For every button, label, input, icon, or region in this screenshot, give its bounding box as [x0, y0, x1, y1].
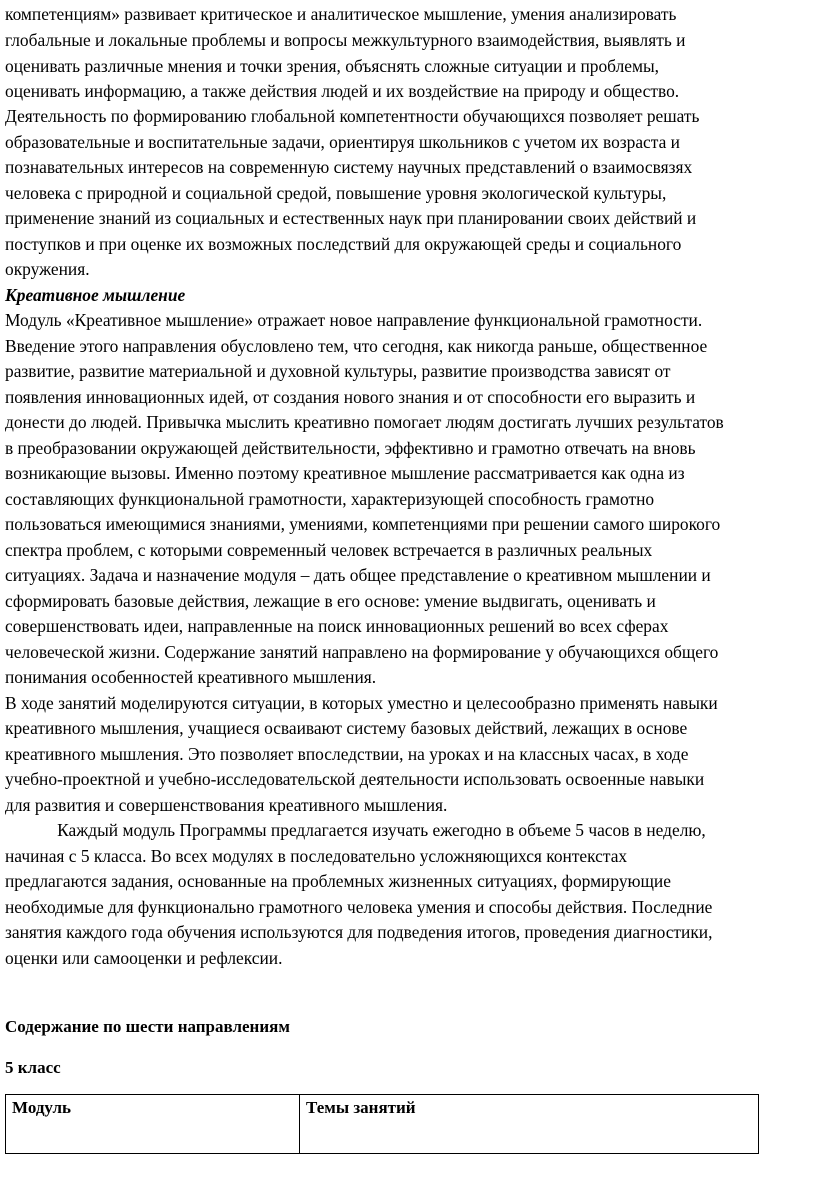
creative-paragraph-line: понимания особенностей креативного мышления.: [5, 667, 377, 687]
global-paragraph-line: применение знаний из социальных и естественных наук при планировании своих действий и: [5, 208, 697, 228]
creative-paragraph-line: донести до людей. Привычка мыслить креативно помогает людям достигать лучших результатов: [5, 412, 724, 432]
table-header-row: [6, 1095, 759, 1154]
global-paragraph-line: Деятельность по формированию глобальной компетентности обучающихся позволяет решать: [5, 106, 700, 126]
global-paragraph-line: окружения.: [5, 259, 90, 279]
creative-paragraph-line: креативного мышления. Это позволяет впоследствии, на уроках и на классных часах, в ходе: [5, 744, 689, 764]
creative-paragraph-line: в преобразовании окружающей действительности, эффективно и грамотно отвечать на вновь: [5, 438, 696, 458]
creative-paragraph-line: В ходе занятий моделируются ситуации, в которых уместно и целесообразно применять навыки: [5, 693, 718, 713]
creative-paragraph-line: Введение этого направления обусловлено тем, что сегодня, как никогда раньше, общественное: [5, 336, 708, 356]
content-heading: Содержание по шести направлениям: [5, 1017, 290, 1036]
creative-paragraph-line: Модуль «Креативное мышление» отражает новое направление функциональной грамотности.: [5, 310, 703, 330]
global-paragraph-line: образовательные и воспитательные задачи, ориентируя школьников с учетом их возраста и: [5, 132, 680, 152]
global-paragraph-line: оценивать информацию, а также действия людей и их воздействие на природу и общество.: [5, 81, 680, 101]
global-paragraph-line: поступков и при оценке их возможных последствий для окружающей среды и социального: [5, 234, 682, 254]
creative-paragraph-line: человеческой жизни. Содержание занятий направлено на формирование у обучающихся общего: [5, 642, 719, 662]
creative-paragraph-line: развитие, развитие материальной и духовной культуры, развитие производства зависят от: [5, 361, 671, 381]
program-paragraph-line: занятия каждого года обучения используются для подведения итогов, проведения диагностики,: [5, 922, 713, 942]
global-paragraph-line: оценивать различные мнения и точки зрения, объяснять сложные ситуации и проблемы,: [5, 56, 660, 76]
global-paragraph-line: человека с природной и социальной средой, повышение уровня экологической культуры,: [5, 183, 667, 203]
table-header-topics: Темы занятий: [300, 1095, 759, 1154]
program-paragraph-line: предлагаются задания, основанные на проблемных жизненных ситуациях, формирующие: [5, 871, 671, 891]
creative-paragraph-line: совершенствовать идеи, направленные на поиск инновационных решений во всех сферах: [5, 616, 669, 636]
creative-paragraph-line: сформировать базовые действия, лежащие в его основе: умение выдвигать, оценивать и: [5, 591, 656, 611]
grade-heading: 5 класс: [5, 1058, 61, 1077]
section-heading-creative: Креативное мышление: [5, 285, 186, 305]
global-paragraph-line: познавательных интересов на современную систему научных представлений о взаимосвязях: [5, 157, 693, 177]
program-paragraph-line: Каждый модуль Программы предлагается изучать ежегодно в объеме 5 часов в неделю,: [5, 820, 706, 840]
creative-paragraph-line: учебно-проектной и учебно-исследовательской деятельности использовать освоенные навыки: [5, 769, 705, 789]
creative-paragraph-line: появления инновационных идей, от создания нового знания и от способности его выразить и: [5, 387, 696, 407]
program-paragraph-line: необходимые для функционально грамотного человека умения и способы действия. Последние: [5, 897, 713, 917]
topics-table: [5, 1094, 759, 1154]
program-paragraph-line: начиная с 5 класса. Во всех модулях в последовательно усложняющихся контекстах: [5, 846, 628, 866]
creative-paragraph-line: пользоваться имеющимися знаниями, умениями, компетенциями при решении самого широкого: [5, 514, 721, 534]
creative-paragraph-line: ситуациях. Задача и назначение модуля – дать общее представление о креативном мышлении и: [5, 565, 711, 585]
global-paragraph-line: глобальные и локальные проблемы и вопросы межкультурного взаимодействия, выявлять и: [5, 30, 686, 50]
creative-paragraph-line: возникающие вызовы. Именно поэтому креативное мышление рассматривается как одна из: [5, 463, 685, 483]
creative-paragraph-line: креативного мышления, учащиеся осваивают систему базовых действий, лежащих в основе: [5, 718, 688, 738]
creative-paragraph-line: составляющих функциональной грамотности, характеризующей способность грамотно: [5, 489, 655, 509]
program-paragraph-line: оценки или самооценки и рефлексии.: [5, 948, 283, 968]
global-paragraph-line: компетенциям» развивает критическое и аналитическое мышление, умения анализировать: [5, 4, 677, 24]
creative-paragraph-line: для развития и совершенствования креативного мышления.: [5, 795, 448, 815]
creative-paragraph-line: спектра проблем, с которыми современный человек встречается в различных реальных: [5, 540, 653, 560]
table-header-module: Модуль: [6, 1095, 300, 1154]
